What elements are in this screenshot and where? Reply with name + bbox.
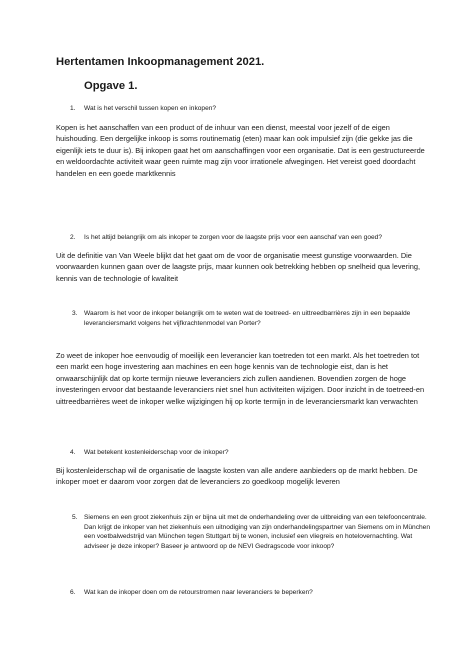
question-text: Siemens en een groot ziekenhuis zijn er bijna uit met de onderhandeling over de uitbreiding van een telefooncentrale. Dan krijgt de inkoper van het ziekenhuis een uitnodiging van zijn onderhandelingspartner van Siemens om in München een voetbalwedstrijd van München tegen Stuttgart bij te wonen, inclusief een vliegreis en hotelovernachting. Wat adviseer je deze inkoper? Baseer je antwoord op de NEVI Gedragscode voor inkoop? [84,514,431,550]
question-number: 4. [70,449,76,456]
answer-2: Uit de definitie van Van Weele blijkt dat het gaat om de voor de organisatie meest gunstige voorwaarden. Die voorwaarden kunnen gaan over de laagste prijs, maar kunnen ook betrekking hebben op snelheid qua levering, kennis van de technologie of kwaliteit [56,251,421,283]
question-number: 6. [70,589,76,596]
question-text: Wat betekent kostenleiderschap voor de inkoper? [84,449,229,456]
question-text: Waarom is het voor de inkoper belangrijk om te weten wat de toetreed- en uittreedbarrières zijn in een bepaalde leveranciersmarkt volgens het vijfkrachtenmodel van Porter? [84,310,411,327]
question-text: Wat is het verschil tussen kopen en inkopen? [84,105,217,112]
exercise-heading: Opgave 1. [84,80,138,92]
question-number: 3. [72,310,78,317]
answer-4: Bij kostenleiderschap wil de organisatie de laagste kosten van alle andere aanbieders op de markt hebben. De inkoper moet er daarom voor zorgen dat de leveranciers zo goedkoop mogelijk leveren [56,466,418,487]
question-text: Wat kan de inkoper doen om de retourstromen naar leveranciers te beperken? [84,589,313,596]
answer-1: Kopen is het aanschaffen van een product of de inhuur van een dienst, meestal voor jezelf of de eigen huishouding. Een dergelijke inkoop is soms routinematig (eten) maar kan ook impulsief zijn (die gekke jas die eigenlijk iets te duur is). Bij inkopen gaat het om aanschaffingen voor een organisatie. Dat is een gestructureerde en weldoordachte activiteit waar geen ruimte mag zijn voor irrationele afwegingen. Het vereist goed doordacht handelen en een goede marktkennis [56,123,425,178]
document-title: Hertentamen Inkoopmanagement 2021. [56,56,265,68]
answer-3: Zo weet de inkoper hoe eenvoudig of moeilijk een leverancier kan toetreden tot een markt. Als het toetreden tot een markt een hoge investering aan machines en een hoge kennis van de technologie eist, dan is het onwaarschijnlijk dat op korte termijn nieuwe leveranciers zich zullen aandienen. Bovendien zorgen de hoge investeringen ervoor dat bestaande leveranciers niet snel hun activiteiten wijzigen. Door inzicht in de toetreed-en uittreedbarrières weet de inkoper welke wijzigingen hij op korte termijn in de leveranciersmarkt kan verwachten [56,351,425,406]
question-number: 1. [70,105,76,112]
question-number: 5. [72,514,78,521]
question-text: Is het altijd belangrijk om als inkoper te zorgen voor de laagste prijs voor een aanschaf van een goed? [84,234,383,241]
question-number: 2. [70,234,76,241]
